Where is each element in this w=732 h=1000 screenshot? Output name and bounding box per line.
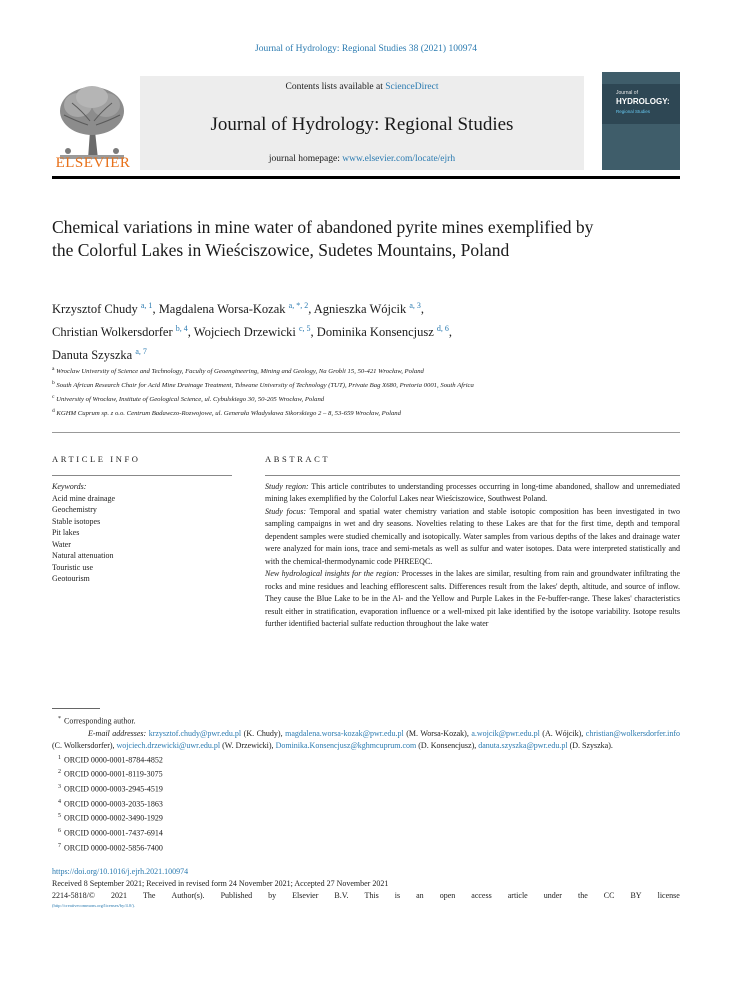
- license-word: under: [543, 891, 562, 900]
- keyword: Acid mine drainage: [52, 493, 116, 503]
- license-word: CC: [603, 891, 615, 900]
- author-superscript[interactable]: a, 3: [409, 301, 421, 310]
- orcid-text: ORCID 0000-0001-8119-3075: [64, 769, 163, 779]
- license-link[interactable]: (http://creativecommons.org/licenses/by/4.0/).: [52, 903, 136, 908]
- author-name: Krzysztof Chudy: [52, 302, 138, 317]
- orcid-footnote: [52, 796, 680, 811]
- orcid-footnote: [52, 752, 680, 767]
- email-owner: (D. Konsencjusz),: [418, 740, 479, 750]
- cover-line-3: Regional Studies: [616, 108, 651, 114]
- orcid-footnote: [52, 840, 680, 855]
- keyword: Natural attenuation: [52, 551, 114, 560]
- license-word: open: [439, 891, 456, 900]
- footnote-number: 2: [58, 769, 61, 776]
- contents-prefix: Contents lists available at: [285, 82, 386, 92]
- keyword: Touristic use: [52, 562, 93, 572]
- keyword: Pit lakes: [52, 528, 80, 537]
- cover-line-2: HYDROLOGY:: [616, 96, 670, 106]
- keywords-label: Keywords:: [52, 482, 87, 491]
- orcid-text: ORCID 0000-0003-2035-1863: [64, 799, 163, 809]
- license-word: The: [143, 891, 156, 900]
- affiliation-text: KGHM Cuprum sp. z o.o. Centrum Badawczo-Rozwojowe, ul. Generała Władysława Sikorskiego 2 – 8, 53-659 Wrocław, Poland: [56, 410, 401, 418]
- article-info-heading: ARTICLE INFO: [52, 454, 141, 464]
- running-head[interactable]: Journal of Hydrology: Regional Studies 38 (2021) 100974: [255, 44, 477, 54]
- orcid-text: ORCID 0000-0002-3490-1929: [64, 813, 163, 823]
- orcid-footnote: [52, 810, 680, 825]
- author-superscript[interactable]: a, 7: [135, 347, 147, 357]
- cover-line-1: Journal of: [616, 90, 638, 96]
- abstract-study-region: [265, 481, 680, 506]
- license-word: B.V.: [334, 891, 349, 900]
- abstract-insights: [265, 568, 680, 630]
- affiliation-mark: d: [52, 407, 55, 414]
- keyword: Water: [52, 539, 71, 549]
- author-superscript[interactable]: a, *, 2: [288, 301, 309, 310]
- abstract-label: Study focus:: [265, 506, 307, 516]
- affiliation-b: [52, 378, 672, 392]
- orcid-text: ORCID 0000-0001-7437-6914: [64, 828, 163, 838]
- abstract-label: Study region:: [265, 482, 309, 491]
- email-owner: (C. Wolkersdorfer),: [52, 740, 117, 750]
- license-word: 2021: [110, 891, 127, 900]
- footnote-number: 6: [58, 827, 61, 834]
- license-word: This: [364, 891, 379, 900]
- email-owner: (K. Chudy),: [243, 728, 286, 738]
- asterisk-mark: *: [58, 716, 61, 722]
- author-name: Christian Wolkersdorfer: [52, 325, 173, 340]
- license-word: BY: [630, 891, 642, 900]
- affiliation-c: [52, 392, 672, 406]
- email-link[interactable]: a.wojcik@pwr.edu.pl: [471, 728, 540, 738]
- email-addresses: [52, 728, 680, 752]
- license-word: 2214-5818/©: [52, 891, 95, 900]
- cover-text: [616, 90, 670, 115]
- sciencedirect-link[interactable]: ScienceDirect: [385, 82, 439, 92]
- email-link[interactable]: christian@wolkersdorfer.info: [585, 728, 681, 738]
- footnotes: [52, 713, 680, 854]
- footnote-number: 7: [58, 842, 61, 849]
- author-superscript[interactable]: b, 4: [175, 324, 188, 334]
- author-name: Danuta Szyszka: [52, 348, 133, 363]
- email-owner: (A. Wójcik),: [542, 728, 586, 738]
- abstract-body: [265, 481, 680, 630]
- license-word: is: [394, 891, 401, 900]
- footnote-rule: [52, 708, 100, 709]
- email-owner: (D. Szyszka).: [569, 740, 613, 750]
- author-list: Krzysztof Chudy $^{a, 1}$, Magdalena Worsa-Kozak $^{a, *, 2}$, Agnieszka Wójcik $^{a, 3}$, Christian Wolkersdorfer $^{b, 4}$, Wojciech Drzewicki $^{c, 5}$, Dominika Konsencjusz $^{d, 6}$, Danuta Szyszka $^{a, 7}$: [52, 301, 453, 363]
- license-word: access: [471, 891, 492, 900]
- license-word: license: [657, 891, 680, 900]
- abstract-paragraph: This article contributes to understanding processes occurring in long-time abandoned, shallow and unremediated mining lakes exemplified by the Colorful Lakes near Wieściszowice, Southwest Poland.: [265, 482, 681, 504]
- corresponding-text: Corresponding author.: [64, 716, 136, 726]
- license-word: the: [577, 891, 588, 900]
- affiliation-a: [52, 364, 672, 378]
- author-superscript[interactable]: a, 1: [140, 301, 153, 310]
- orcid-footnote: [52, 781, 680, 796]
- homepage-link[interactable]: www.elsevier.com/locate/ejrh: [342, 154, 456, 164]
- email-link[interactable]: krzysztof.chudy@pwr.edu.pl: [148, 728, 242, 738]
- author-name: Agnieszka Wójcik: [313, 302, 407, 317]
- license-word: article: [507, 891, 528, 900]
- license-word: Published: [220, 891, 253, 900]
- abstract-rule: [265, 475, 680, 476]
- email-link[interactable]: danuta.szyszka@pwr.edu.pl: [478, 740, 568, 750]
- abstract-paragraph: Temporal and spatial water chemistry variation and stable isotopic composition has been investigated in two sampling campaigns in wet and dry seasons. Novelties relating to these Lakes are that for the first time, depth and temporal dependent samples were studied chemically and isotopically. Water samples from various depths of the lakes and drainage water were analyzed for main ions, trace and semi-metals as well as sulfur and water isotopes. Data were interpreted statistically and with the chemical-thermodynamic code PHREEQC.: [265, 506, 680, 566]
- author-name: Dominika Konsencjusz: [316, 325, 434, 340]
- keyword: Geochemistry: [52, 505, 97, 514]
- masthead-box: [140, 76, 584, 170]
- footnote-number: 3: [58, 783, 61, 790]
- footnote-number: 5: [58, 813, 61, 820]
- masthead: [52, 72, 680, 178]
- orcid-footnote: [52, 766, 680, 781]
- orcid-text: ORCID 0000-0003-2945-4519: [64, 784, 163, 794]
- keywords-block: [52, 481, 232, 585]
- email-label: E-mail addresses:: [88, 728, 147, 738]
- abstract-heading: ABSTRACT: [265, 454, 331, 464]
- email-owner: (W. Drzewicki),: [222, 740, 276, 750]
- affiliation-mark: c: [52, 393, 55, 400]
- article-info-rule: [52, 475, 232, 476]
- license-word: by: [268, 891, 277, 900]
- author-name: Magdalena Worsa-Kozak: [158, 302, 286, 317]
- affiliation-text: South African Research Chair for Acid Mine Drainage Treatment, Tshwane University of Technology (TUT), Private Bag X680, Pretoria 0001, South Africa: [56, 382, 474, 390]
- author-superscript[interactable]: d, 6: [436, 324, 449, 334]
- header-divider: [52, 432, 680, 433]
- abstract-study-focus: [265, 506, 680, 568]
- keyword: Stable isotopes: [52, 516, 101, 526]
- email-link[interactable]: magdalena.worsa-kozak@pwr.edu.pl: [285, 728, 404, 738]
- keyword: Geotourism: [52, 574, 90, 583]
- contents-line: [140, 82, 584, 92]
- journal-title: Journal of Hydrology: Regional Studies: [210, 114, 514, 135]
- affiliation-text: Wroclaw University of Science and Technology, Faculty of Geoengineering, Mining and Geology, Na Grobli 15, 50-421 Wrocław, Poland: [56, 368, 424, 376]
- email-owner: (M. Worsa-Kozak),: [406, 728, 472, 738]
- license-line: [52, 890, 680, 902]
- abstract-paragraph: Processes in the lakes are similar, resulting from rain and groundwater infiltrating the rocks and mine residues and leaching efflorescent salts. Differences result from the lakes' depth, altitude, and source of inflow. They cause the Blue Lake to be in the Al- and the Yellow and Purple Lakes in the Fe-buffer-range. These lakes' characteristics result either in stratification, evaporation influence or a well-mixed pit lake identified by the isotope variability. Isotope results further identified bacterial sulfate reduction throughout the lake water: [265, 569, 680, 628]
- email-link[interactable]: Dominika.Konsencjusz@kghmcuprum.com: [275, 740, 417, 750]
- journal-cover-image[interactable]: [602, 72, 680, 170]
- corresponding-footnote: [52, 713, 680, 728]
- footnote-number: 1: [58, 754, 61, 761]
- received-dates: Received 8 September 2021; Received in revised form 24 November 2021; Accepted 27 November 2021: [52, 879, 389, 888]
- email-link[interactable]: wojciech.drzewicki@uwr.edu.pl: [116, 740, 221, 750]
- license-word: Elsevier: [292, 891, 319, 900]
- article-title: Chemical variations in mine water of abandoned pyrite mines exemplified by the Colorful Lakes in Wieściszowice, Sudetes Mountains, Poland: [52, 217, 594, 260]
- license-word: an: [416, 891, 424, 900]
- elsevier-wordmark: ELSEVIER: [55, 155, 131, 171]
- homepage-line: [140, 154, 584, 164]
- affiliation-text: University of Wrocław, Institute of Geological Science, ul. Cybulskiego 30, 50-205 Wrocław, Poland: [56, 396, 325, 404]
- doi-link[interactable]: https://doi.org/10.1016/j.ejrh.2021.100974: [52, 867, 189, 876]
- orcid-text: ORCID 0000-0002-5856-7400: [64, 843, 163, 853]
- license-word: Author(s).: [171, 891, 205, 900]
- homepage-prefix: journal homepage:: [268, 154, 343, 164]
- footnote-number: 4: [58, 798, 61, 805]
- orcid-footnote: [52, 825, 680, 840]
- orcid-text: ORCID 0000-0001-8784-4852: [64, 755, 163, 765]
- affiliation-mark: b: [52, 379, 55, 386]
- author-superscript[interactable]: c, 5: [298, 324, 311, 334]
- affiliation-d: [52, 406, 672, 420]
- publication-details: [52, 866, 680, 910]
- affiliation-mark: a: [52, 366, 55, 372]
- affiliations: [52, 364, 672, 420]
- abstract-label: New hydrological insights for the region:: [265, 569, 400, 579]
- masthead-rule: [52, 176, 680, 179]
- author-name: Wojciech Drzewicki: [193, 325, 296, 340]
